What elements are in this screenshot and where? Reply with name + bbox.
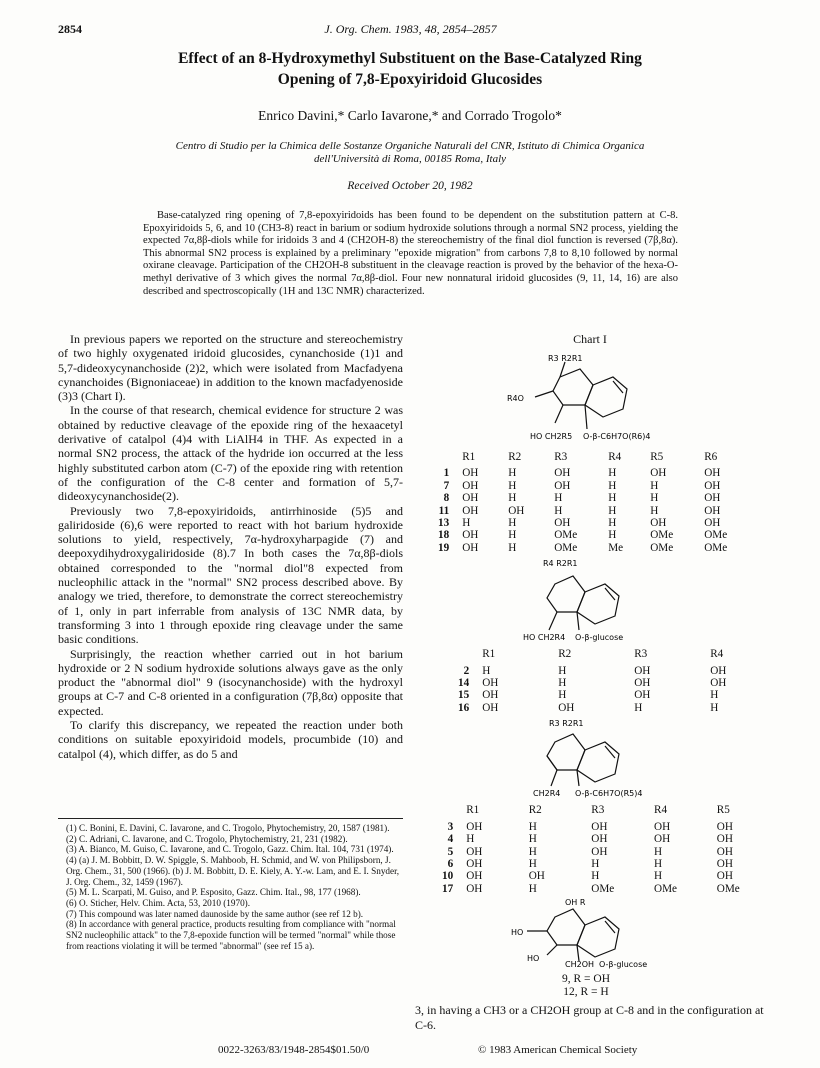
paragraph: To clarify this discrepancy, we repeated the reaction under both conditions on suitable epoxyiridoid models, procumbide (10) and catalpol (4), which differ, as do 5 and <box>58 718 403 761</box>
cell: OMe <box>650 541 674 554</box>
abstract-text: Base-catalyzed ring opening of 7,8-epoxyiridoids has been found to be dependent on the substitution pattern at C-8. Epoxyiridoids 5, 6, and 10 (CH3-8) react in barium or sodium hydroxide solutions through a normal SN2 process, yielding the expected 7α,8β-diols while for iridoids 3 and 4 (CH2OH-8) the stereochemistry of the final diol function is reversed (7β,8α). This abnormal SN2 process is explained by a preliminary "epoxide migration" from carbons 7,8 to 8,10 followed by normal oxirane cleavage. Participation of the CH2OH-8 substituent in the cleavage reaction is proved by the behavior of the hexa-O-methyl derivative of 3 which gives the normal 7α,8β-diol. Four new nonnatural iridoid glucosides (9, 11, 14, 16) are also described and spectroscopically (1H and 13C NMR) characterized. <box>143 210 678 297</box>
paragraph: In previous papers we reported on the structure and stereochemistry of two highly oxygenated iridoid glucosides, cynanchoside (1)1 and 5,7-dideoxycynanchoside (2)2, which were isolated from Macfadyena cynanchoides (Bignoniaceae) in addition to the known macfadyenoside (3)3 (Chart I). <box>58 332 403 404</box>
cell: OMe <box>704 541 728 554</box>
affiliation-line-2: dell'Università di Roma, 00185 Roma, Italy <box>313 153 507 165</box>
cell: Me <box>608 541 624 554</box>
glucose-label: O-β-glucose <box>599 960 648 970</box>
compound-id: 16 <box>458 701 470 714</box>
ho-label-2: HO <box>527 954 540 964</box>
table-row <box>435 467 747 479</box>
compound-id: 5 <box>447 845 454 858</box>
body-text <box>58 332 403 761</box>
cell: H <box>528 820 537 833</box>
cell: OH <box>650 467 667 480</box>
cell: OH <box>508 504 525 517</box>
continued-text: 3, in having a CH3 or a CH2OH group at C-8 and in the configuration at C-6. <box>415 1003 764 1032</box>
cell: OH <box>716 845 733 858</box>
col-header: R6 <box>704 451 718 463</box>
cell: H <box>466 833 475 846</box>
table-row <box>439 883 765 895</box>
chart-column <box>415 332 765 999</box>
article-title <box>90 48 730 90</box>
table-row <box>439 833 765 845</box>
cell: OMe <box>591 882 615 895</box>
compound-id: 11 <box>438 504 450 517</box>
footnote: (4) (a) J. M. Bobbitt, D. W. Spiggle, S. Mahboob, H. Schmid, and W. von Philipsborn, J. Org. Chem., 31, 500 (1966). (b) J. M. Bobbitt, D. E. Kiely, A. Y.-w. Lam, and E. I. Snyder, J. Org. Chem., 32, 1459 (1967). <box>66 855 400 887</box>
article-code: 0022-3263/83/1948-2854$01.50/0 <box>218 1044 370 1056</box>
cell: H <box>591 870 600 883</box>
cell: OH <box>710 664 727 677</box>
cell: OMe <box>554 529 578 542</box>
cell: OH <box>466 857 483 870</box>
running-header <box>58 22 763 38</box>
table-header <box>455 648 763 664</box>
table-row <box>439 846 765 858</box>
cell: H <box>508 492 517 505</box>
r3r2r1-label: R3 R2R1 <box>548 354 583 363</box>
title-line-2: Opening of 7,8-Epoxyiridoid Glucosides <box>277 71 543 88</box>
compound-id: 3 <box>447 820 454 833</box>
affiliation-line-1: Centro di Studio per la Chimica delle Sostanze Organiche Naturali del CNR, Istituto di Chimica Organica <box>175 140 645 152</box>
ho-ch2r4-label: HO CH2R4 <box>523 633 566 643</box>
paragraph: In the course of that research, chemical evidence for structure 2 was obtained by reductive cleavage of the epoxide ring of the hexaacetyl derivative of catalpol (4)4 with LiAlH4 in THF. As expected in a normal SN2 process, the attack of the hydride ion occurred at the less highly substituted carbon atom (C-7) of the epoxide ring with retention of the configuration of the C-8 center and formation of 5,7-dideoxycynanchoside(2). <box>58 403 403 504</box>
cell: OH <box>704 504 721 517</box>
cell: H <box>558 664 567 677</box>
cell: OH <box>591 833 608 846</box>
ch2r4-label: CH2R4 <box>533 789 561 799</box>
title-line-1: Effect of an 8-Hydroxymethyl Substituent on the Base-Catalyzed Ring <box>178 50 642 67</box>
page-number: 2854 <box>58 22 82 36</box>
cell: OH <box>591 820 608 833</box>
cell: H <box>608 467 617 480</box>
cell: H <box>482 664 491 677</box>
compound-id: 1 <box>443 467 450 480</box>
cell: H <box>591 857 600 870</box>
cell: OH <box>554 517 571 530</box>
table-row <box>439 858 765 870</box>
cell: H <box>508 467 517 480</box>
cell: OH <box>716 820 733 833</box>
cell: H <box>654 870 663 883</box>
col-header: R1 <box>462 451 476 463</box>
col-header: R1 <box>466 804 480 817</box>
col-header: R1 <box>482 648 496 661</box>
compound-id: 17 <box>442 882 454 895</box>
cell: OH <box>704 467 721 480</box>
cell: H <box>558 677 567 690</box>
cell: OH <box>558 701 575 714</box>
footnote: (5) M. L. Scarpati, M. Guiso, and P. Esposito, Gazz. Chim. Ital., 98, 177 (1968). <box>66 887 361 898</box>
cell: H <box>508 479 517 492</box>
cell: H <box>650 504 659 517</box>
structure-2 <box>415 554 765 644</box>
col-header: R5 <box>650 451 664 463</box>
compound-id: 13 <box>438 517 450 530</box>
cell: OH <box>634 677 651 690</box>
table-row <box>435 492 747 504</box>
cell: OH <box>704 517 721 530</box>
cell: H <box>528 845 537 858</box>
footnote: (1) C. Bonini, E. Davini, C. Iavarone, and C. Trogolo, Phytochemistry, 20, 1587 (1981). <box>66 823 390 833</box>
compound-id: 15 <box>458 689 470 702</box>
compound-id: 6 <box>447 857 454 870</box>
cell: OH <box>654 833 671 846</box>
cell: OH <box>634 664 651 677</box>
abstract <box>143 210 678 298</box>
received-date: Received October 20, 1982 <box>347 180 473 192</box>
cell: OMe <box>654 882 678 895</box>
table-header <box>439 804 765 820</box>
compound-id: 7 <box>443 479 450 492</box>
footnotes <box>58 818 403 951</box>
cell: H <box>654 845 663 858</box>
ho-ch2r5-label: HO CH2R5 <box>530 432 573 441</box>
cell: H <box>608 492 617 505</box>
cell: OMe <box>650 529 674 542</box>
col-header: R2 <box>558 648 572 661</box>
col-header: R4 <box>710 648 724 661</box>
compound-id: 2 <box>463 664 470 677</box>
cell: OH <box>482 677 499 690</box>
cell: OH <box>716 857 733 870</box>
cell: OMe <box>554 541 578 554</box>
cell: OH <box>482 689 499 702</box>
journal-citation: J. Org. Chem. 1983, 48, 2854–2857 <box>324 22 497 36</box>
cell: OH <box>654 820 671 833</box>
footnote: (6) O. Sticher, Helv. Chim. Acta, 53, 2010 (1970). <box>66 897 251 908</box>
ch2oh-label: CH2OH <box>565 960 595 970</box>
caption-line: 12, R = H <box>563 986 609 999</box>
cell: H <box>650 479 659 492</box>
footnote: (8) In accordance with general practice, products resulting from compliance with "normal SN2 nucleophilic attack" to the 7,8-epoxide function will be termed "normal" while those from reactions violating it will be termed "abnormal" (see ref 15 a). <box>66 919 396 951</box>
cell: H <box>634 701 643 714</box>
glycoside-label: O-β-C6H7O(R6)4 <box>583 432 651 441</box>
cell: H <box>654 857 663 870</box>
cell: OH <box>554 479 571 492</box>
table-row <box>435 505 747 517</box>
cell: OH <box>710 677 727 690</box>
compound-id: 18 <box>438 529 450 542</box>
cell: OH <box>466 882 483 895</box>
compound-id: 14 <box>458 677 470 690</box>
cell: OH <box>462 467 479 480</box>
cell: OH <box>528 870 545 883</box>
cell: H <box>710 689 719 702</box>
cell: OH <box>716 870 733 883</box>
r4o-label: R4O <box>507 394 524 403</box>
footnote: (7) This compound was later named daunoside by the same author (see ref 12 b). <box>66 908 364 919</box>
cell: OH <box>482 701 499 714</box>
table-row <box>435 529 747 541</box>
cell: OH <box>466 820 483 833</box>
table-header <box>435 451 747 467</box>
cell: H <box>508 541 517 554</box>
chart-title: Chart I <box>573 332 607 346</box>
cell: H <box>608 517 617 530</box>
cell: H <box>508 529 517 542</box>
cell: OH <box>591 845 608 858</box>
r4-r2r1-label: R4 R2R1 <box>543 559 578 569</box>
col-header: R4 <box>654 804 668 817</box>
cell: H <box>462 517 471 530</box>
authors: Enrico Davini,* Carlo Iavarone,* and Corrado Trogolo* <box>258 108 562 123</box>
table-1 <box>435 451 747 554</box>
caption-line: 9, R = OH <box>561 973 611 986</box>
cell: H <box>554 504 563 517</box>
cell: OH <box>716 833 733 846</box>
compound-id: 19 <box>438 541 450 554</box>
structure-1 <box>415 347 765 447</box>
table-2 <box>455 648 763 714</box>
cell: H <box>650 492 659 505</box>
oh-r-label: OH R <box>565 898 586 908</box>
cell: H <box>608 504 617 517</box>
cell: OH <box>466 870 483 883</box>
cell: OH <box>650 517 667 530</box>
paragraph: Previously two 7,8-epoxyiridoids, antirrhinoside (5)5 and galiridoside (6),6 were reported to react with hot barium hydroxide solutions to yield, respectively, 7α-hydroxyharpagide (7) and deepoxydihydroxygaliridoside (8).7 In both cases the 7α,8β-diols obtained corresponded to the "normal diol"8 expected from nucleophilic attack in the "normal" SN2 process described above. By analogy we tried, therefore, to demonstrate the correct stereochemistry of 1, only in part inferrable from analysis of 13C NMR data, by transforming 3 into 1 through epoxide ring cleavage under the same basic conditions. <box>58 503 403 647</box>
col-header: R3 <box>634 648 648 661</box>
table-row <box>455 702 763 714</box>
cell: OH <box>462 492 479 505</box>
compound-id: 10 <box>442 870 454 883</box>
table-row <box>439 821 765 833</box>
cell: OH <box>462 541 479 554</box>
cell: OH <box>462 529 479 542</box>
cell: OMe <box>716 882 740 895</box>
cell: H <box>528 857 537 870</box>
structure-4 <box>415 895 765 969</box>
table-row <box>435 542 747 554</box>
glucose-label: O-β-glucose <box>575 633 624 643</box>
col-header: R3 <box>591 804 605 817</box>
cell: H <box>710 701 719 714</box>
table-row <box>435 517 747 529</box>
affiliation <box>120 140 700 166</box>
table-3 <box>439 804 765 895</box>
table-row <box>439 870 765 882</box>
cell: OH <box>462 479 479 492</box>
cell: OH <box>634 689 651 702</box>
cell: H <box>554 492 563 505</box>
compound-id: 8 <box>443 492 450 505</box>
col-header: R5 <box>716 804 730 817</box>
footnote: (3) A. Bianco, M. Guiso, C. Iavarone, and C. Trogolo, Gazz. Chim. Ital. 104, 731 (1974). <box>66 844 394 855</box>
col-header: R2 <box>508 451 522 463</box>
cell: H <box>508 517 517 530</box>
table-row <box>455 677 763 689</box>
structure-3 <box>415 714 765 800</box>
cell: H <box>528 833 537 846</box>
table-row <box>455 689 763 701</box>
col-header: R4 <box>608 451 622 463</box>
cell: H <box>608 529 617 542</box>
copyright: © 1983 American Chemical Society <box>478 1044 638 1056</box>
cell: OH <box>462 504 479 517</box>
cell: H <box>558 689 567 702</box>
cell: H <box>528 882 537 895</box>
footnote: (2) C. Adriani, C. Iavarone, and C. Trogolo, Phytochemistry, 21, 231 (1982). <box>66 833 348 844</box>
cell: OH <box>466 845 483 858</box>
cell: OMe <box>704 529 728 542</box>
cell: OH <box>554 467 571 480</box>
structure-4-caption <box>407 973 765 999</box>
cell: OH <box>704 479 721 492</box>
r3r2r1-label: R3 R2R1 <box>549 719 584 729</box>
table-row <box>435 480 747 492</box>
col-header: R3 <box>554 451 568 463</box>
glycoside-label: O-β-C6H7O(R5)4 <box>575 789 643 799</box>
cell: H <box>608 479 617 492</box>
table-row <box>455 665 763 677</box>
col-header: R2 <box>528 804 542 817</box>
paragraph: Surprisingly, the reaction whether carried out in hot barium hydroxide or 2 N sodium hydroxide solutions always gave as the only product the "abnormal diol" 9 (isocynanchoside) with the hydroxyl groups at C-7 and C-8 oriented in a configuration (7β,8α) opposite that expected. <box>58 646 403 718</box>
compound-id: 4 <box>447 833 454 846</box>
ho-label: HO <box>511 928 524 938</box>
cell: OH <box>704 492 721 505</box>
